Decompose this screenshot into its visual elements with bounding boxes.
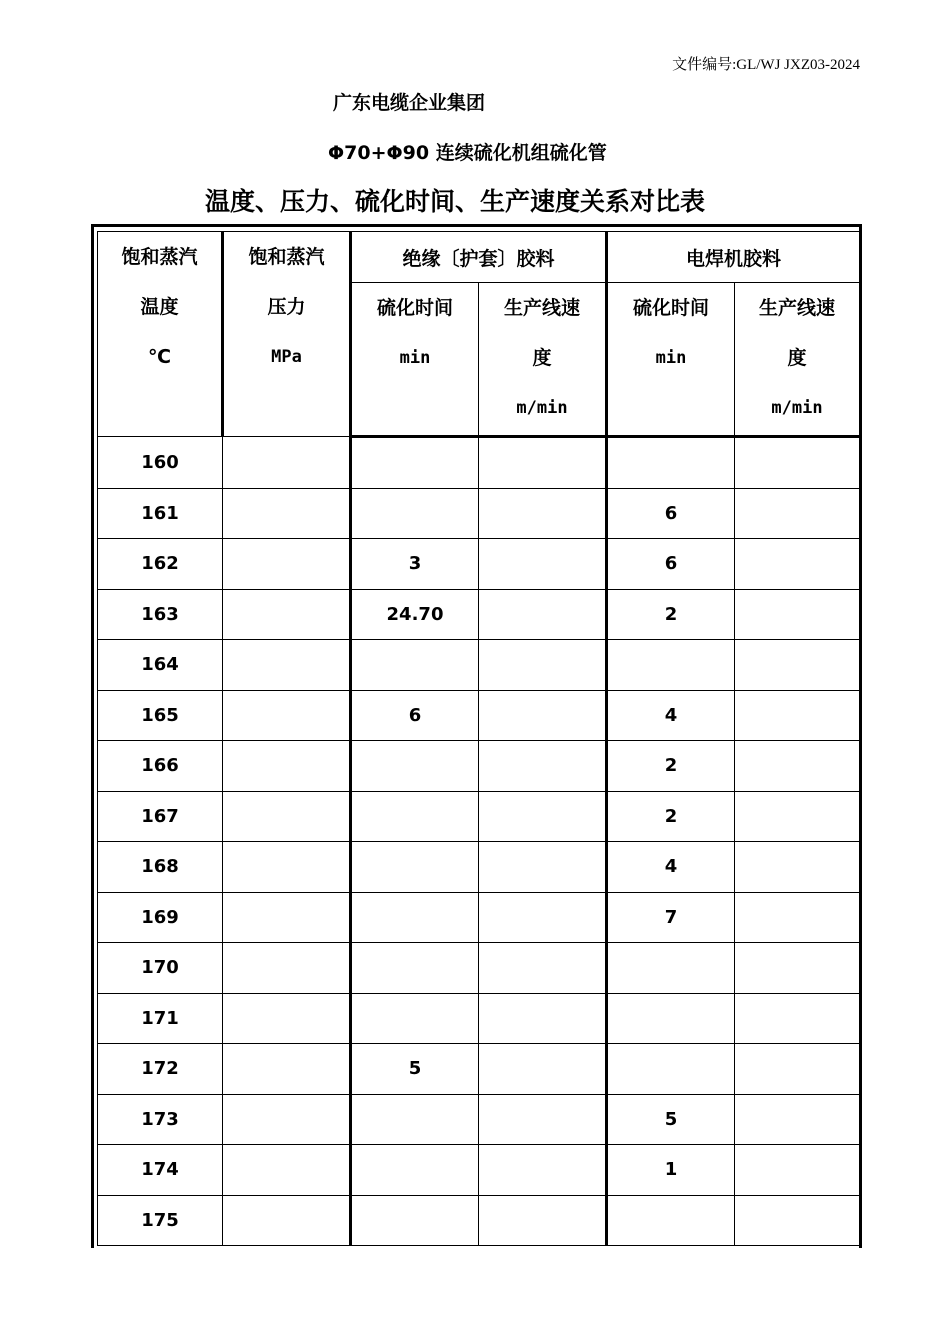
cell-insulation-time <box>351 842 479 893</box>
header-pressure-unit: MPa <box>271 347 302 367</box>
header-pressure-line1: 饱和蒸汽 <box>248 246 325 268</box>
cell-insulation-speed <box>479 741 607 792</box>
table-row <box>98 488 860 539</box>
cell-pressure <box>223 791 351 842</box>
cell-welding-speed <box>735 437 860 489</box>
cell-pressure <box>223 842 351 893</box>
cell-welding-time: 2 <box>607 791 735 842</box>
cell-insulation-speed <box>479 539 607 590</box>
cell-welding-speed <box>735 892 860 943</box>
cell-welding-speed <box>735 943 860 994</box>
cell-temperature: 170 <box>98 943 223 994</box>
cell-pressure <box>223 1094 351 1145</box>
cell-welding-time <box>607 640 735 691</box>
header-insulation-speed-label2: 度 <box>532 347 552 369</box>
cell-insulation-speed <box>479 640 607 691</box>
cell-insulation-time <box>351 892 479 943</box>
table-row <box>98 1044 860 1095</box>
document-subtitle: Φ70+Φ90 连续硫化机组硫化管 <box>328 142 607 164</box>
cell-welding-speed <box>735 842 860 893</box>
cell-temperature: 164 <box>98 640 223 691</box>
header-temperature-line1: 饱和蒸汽 <box>121 246 198 268</box>
table-row <box>98 892 860 943</box>
header-welding-time <box>607 283 735 437</box>
table-row <box>98 842 860 893</box>
cell-welding-time <box>607 1195 735 1246</box>
title-text: 温度、压力、硫化时间、生产速度关系对比表 <box>204 187 705 216</box>
cell-welding-speed <box>735 791 860 842</box>
header-welding-speed-label2: 度 <box>787 347 807 369</box>
cell-insulation-speed <box>479 1044 607 1095</box>
cell-welding-speed <box>735 1145 860 1196</box>
table-row <box>98 741 860 792</box>
cell-welding-time <box>607 437 735 489</box>
cell-pressure <box>223 1145 351 1196</box>
table-row <box>98 791 860 842</box>
cell-insulation-time <box>351 741 479 792</box>
header-insulation-speed <box>479 283 607 437</box>
table-row <box>98 539 860 590</box>
cell-welding-speed <box>735 690 860 741</box>
cell-insulation-speed <box>479 842 607 893</box>
vulcanization-table <box>97 231 860 1246</box>
header-pressure-line2: 压力 <box>267 296 306 318</box>
cell-welding-time: 6 <box>607 488 735 539</box>
cell-temperature: 163 <box>98 589 223 640</box>
header-insulation-time-label: 硫化时间 <box>376 297 453 319</box>
cell-insulation-time <box>351 488 479 539</box>
cell-insulation-time <box>351 1094 479 1145</box>
cell-welding-time <box>607 1044 735 1095</box>
cell-insulation-time: 24.70 <box>351 589 479 640</box>
header-insulation-time-unit: min <box>399 348 431 368</box>
cell-temperature: 174 <box>98 1145 223 1196</box>
cell-pressure <box>223 437 351 489</box>
cell-pressure <box>223 892 351 943</box>
header-temperature-unit: ℃ <box>147 346 171 368</box>
cell-insulation-speed <box>479 791 607 842</box>
cell-welding-time <box>607 943 735 994</box>
cell-insulation-speed <box>479 1195 607 1246</box>
header-pressure <box>223 232 351 437</box>
table-row <box>98 993 860 1044</box>
table-row <box>98 589 860 640</box>
header-welding-group: 电焊机胶料 <box>607 232 860 283</box>
cell-insulation-time <box>351 1145 479 1196</box>
cell-insulation-time <box>351 943 479 994</box>
cell-insulation-speed <box>479 1094 607 1145</box>
cell-welding-time: 5 <box>607 1094 735 1145</box>
cell-insulation-speed <box>479 488 607 539</box>
cell-insulation-speed <box>479 993 607 1044</box>
cell-temperature: 171 <box>98 993 223 1044</box>
cell-insulation-time: 3 <box>351 539 479 590</box>
cell-welding-time: 4 <box>607 842 735 893</box>
cell-welding-time: 4 <box>607 690 735 741</box>
cell-insulation-time: 6 <box>351 690 479 741</box>
cell-welding-speed <box>735 741 860 792</box>
cell-temperature: 166 <box>98 741 223 792</box>
header-temperature-line2: 温度 <box>140 296 179 318</box>
cell-welding-time: 7 <box>607 892 735 943</box>
cell-temperature: 161 <box>98 488 223 539</box>
cell-temperature: 167 <box>98 791 223 842</box>
cell-temperature: 175 <box>98 1195 223 1246</box>
header-welding-time-unit: min <box>655 348 687 368</box>
cell-insulation-time <box>351 640 479 691</box>
cell-insulation-time <box>351 1195 479 1246</box>
cell-pressure <box>223 943 351 994</box>
cell-welding-speed <box>735 539 860 590</box>
cell-temperature: 165 <box>98 690 223 741</box>
table-row <box>98 640 860 691</box>
cell-temperature: 172 <box>98 1044 223 1095</box>
header-welding-speed-label: 生产线速 <box>759 297 836 319</box>
cell-pressure <box>223 690 351 741</box>
header-insulation-time <box>351 283 479 437</box>
cell-welding-time: 2 <box>607 741 735 792</box>
header-insulation-speed-label: 生产线速 <box>504 297 581 319</box>
cell-welding-speed <box>735 488 860 539</box>
table-row <box>98 1145 860 1196</box>
cell-welding-speed <box>735 1044 860 1095</box>
cell-pressure <box>223 589 351 640</box>
cell-insulation-time <box>351 993 479 1044</box>
header-insulation-group: 绝缘〔护套〕胶料 <box>351 232 607 283</box>
table-row <box>98 1195 860 1246</box>
document-number: 文件编号:GL/WJ JXZ03-2024 <box>672 57 860 73</box>
cell-pressure <box>223 640 351 691</box>
cell-welding-time: 1 <box>607 1145 735 1196</box>
cell-welding-time <box>607 993 735 1044</box>
cell-temperature: 162 <box>98 539 223 590</box>
cell-welding-speed <box>735 993 860 1044</box>
cell-insulation-speed <box>479 589 607 640</box>
cell-welding-time: 6 <box>607 539 735 590</box>
cell-insulation-time <box>351 437 479 489</box>
cell-temperature: 173 <box>98 1094 223 1145</box>
header-welding-speed-unit: m/min <box>771 398 823 418</box>
company-name: 广东电缆企业集团 <box>333 92 486 114</box>
cell-welding-speed <box>735 1094 860 1145</box>
cell-pressure <box>223 488 351 539</box>
cell-pressure <box>223 1044 351 1095</box>
table-row <box>98 437 860 489</box>
cell-pressure <box>223 539 351 590</box>
cell-insulation-time <box>351 791 479 842</box>
cell-insulation-speed <box>479 943 607 994</box>
cell-pressure <box>223 1195 351 1246</box>
table-frame <box>91 224 862 1248</box>
cell-insulation-speed <box>479 1145 607 1196</box>
cell-insulation-speed <box>479 437 607 489</box>
cell-insulation-time: 5 <box>351 1044 479 1095</box>
cell-temperature: 169 <box>98 892 223 943</box>
cell-temperature: 168 <box>98 842 223 893</box>
cell-pressure <box>223 741 351 792</box>
header-insulation-speed-unit: m/min <box>516 398 568 418</box>
header-temperature <box>98 232 223 437</box>
cell-insulation-speed <box>479 690 607 741</box>
cell-welding-speed <box>735 640 860 691</box>
cell-insulation-speed <box>479 892 607 943</box>
cell-welding-time: 2 <box>607 589 735 640</box>
table-row <box>98 1094 860 1145</box>
table-row <box>98 690 860 741</box>
header-welding-speed <box>735 283 860 437</box>
cell-temperature: 160 <box>98 437 223 489</box>
header-welding-time-label: 硫化时间 <box>633 297 710 319</box>
document-title <box>0 182 950 218</box>
table-body <box>98 437 860 1246</box>
cell-welding-speed <box>735 1195 860 1246</box>
cell-pressure <box>223 993 351 1044</box>
cell-welding-speed <box>735 589 860 640</box>
table-row <box>98 943 860 994</box>
